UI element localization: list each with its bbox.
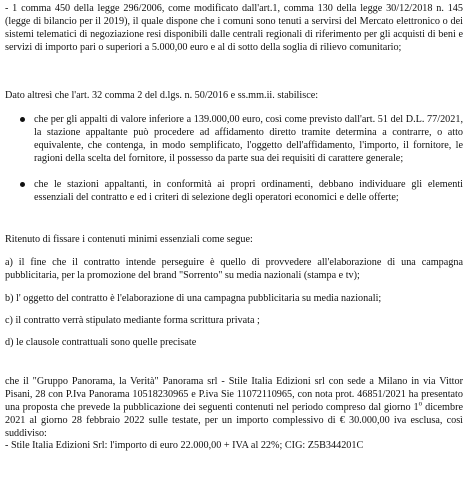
item-text: a) il fine che il contratto intende perseguire è quello di provvedere all'elaborazione di una campagna pubblicitaria, per la promozione del brand "Sorrento" su media nazionali (stampa e tv); [5,257,463,281]
item-a [5,256,463,282]
bullet-item [0,113,463,165]
bullet-item [0,178,463,204]
stile-text: - Stile Italia Edizioni Srl: l'importo di euro 22.000,00 + IVA al 22%; CIG: Z5B344201C [5,440,364,451]
stile-paragraph [5,439,463,452]
gruppo-text-after: dicembre 2021 al giorno 28 febbraio 2022 sulle testate, per un importo complessivo di € 30.000,00 iva esclusa, così suddiviso: [5,402,463,439]
item-b [5,292,463,305]
gruppo-text [5,375,463,440]
item-text: b) l' oggetto del contratto è l'elaborazione di una campagna pubblicitaria su media nazionali; [5,293,382,304]
intro-paragraph [5,2,463,54]
ritenuto-paragraph [5,233,463,246]
dato-atto-text: Dato altresì che l'art. 32 comma 2 del d.lgs. n. 50/2016 e ss.mm.ii. stabilisce: [5,90,319,101]
bullet-text: che le stazioni appaltanti, in conformità ai propri ordinamenti, debbano individuare gli elementi essenziali del contratto e ed i criteri di selezione degli operatori economici e delle offerte; [34,179,463,203]
item-text: d) le clausole contrattuali sono quelle precisate [5,337,197,348]
item-text: c) il contratto verrà stipulato mediante forma scrittura privata ; [5,315,260,326]
ritenuto-text: Ritenuto di fissare i contenuti minimi essenziali come segue: [5,234,253,245]
gruppo-paragraph [5,375,463,440]
gruppo-text-before: che il "Gruppo Panorama, la Verità" Panorama srl - Stile Italia Edizioni srl con sede a Milano in via Vittor Pisani, 28 con P.Iva Panorama 10518230965 e P.iva Sie 11072110965, con nota prot. 46851/2021 ha presentato una proposta che prevede la pubblicazione dei seguenti contenuti nel periodo compreso dal giorno 1 [5,376,463,413]
bullet-list [0,113,463,204]
intro-text: - 1 comma 450 della legge 296/2006, come modificato dall'art.1, comma 130 della legge 30/12/2018 n. 145 (legge di bilancio per il 2019), il quale dispone che i comuni sono tenuti a servirsi del Mercato elettronico o dei sistemi telematici di negoziazione resi disponibili dalle centrali regionali di riferimento per gli acquisti di beni e servizi di importo pari o superiori a 5.000,00 euro e al di sotto della soglia di rilievo comunitario; [5,3,463,53]
item-d [5,336,463,349]
bullet-dot-icon [20,117,25,122]
dato-atto-paragraph [5,89,463,102]
item-c [5,314,463,327]
superscript: o [418,399,423,408]
bullet-text: che per gli appalti di valore inferiore a 139.000,00 euro, così come previsto dall'art. 51 del D.L. 77/2021, la stazione appaltante può procedere ad affidamento diretto tramite determina a contrarre, o atto equivalente, che contenga, in modo semplificato, l'oggetto dell'affidamento, l'importo, il fornitore, le ragioni della scelta del fornitore, il possesso da parte sua dei requisiti di carattere generale; [34,114,463,164]
bullet-dot-icon [20,182,25,187]
